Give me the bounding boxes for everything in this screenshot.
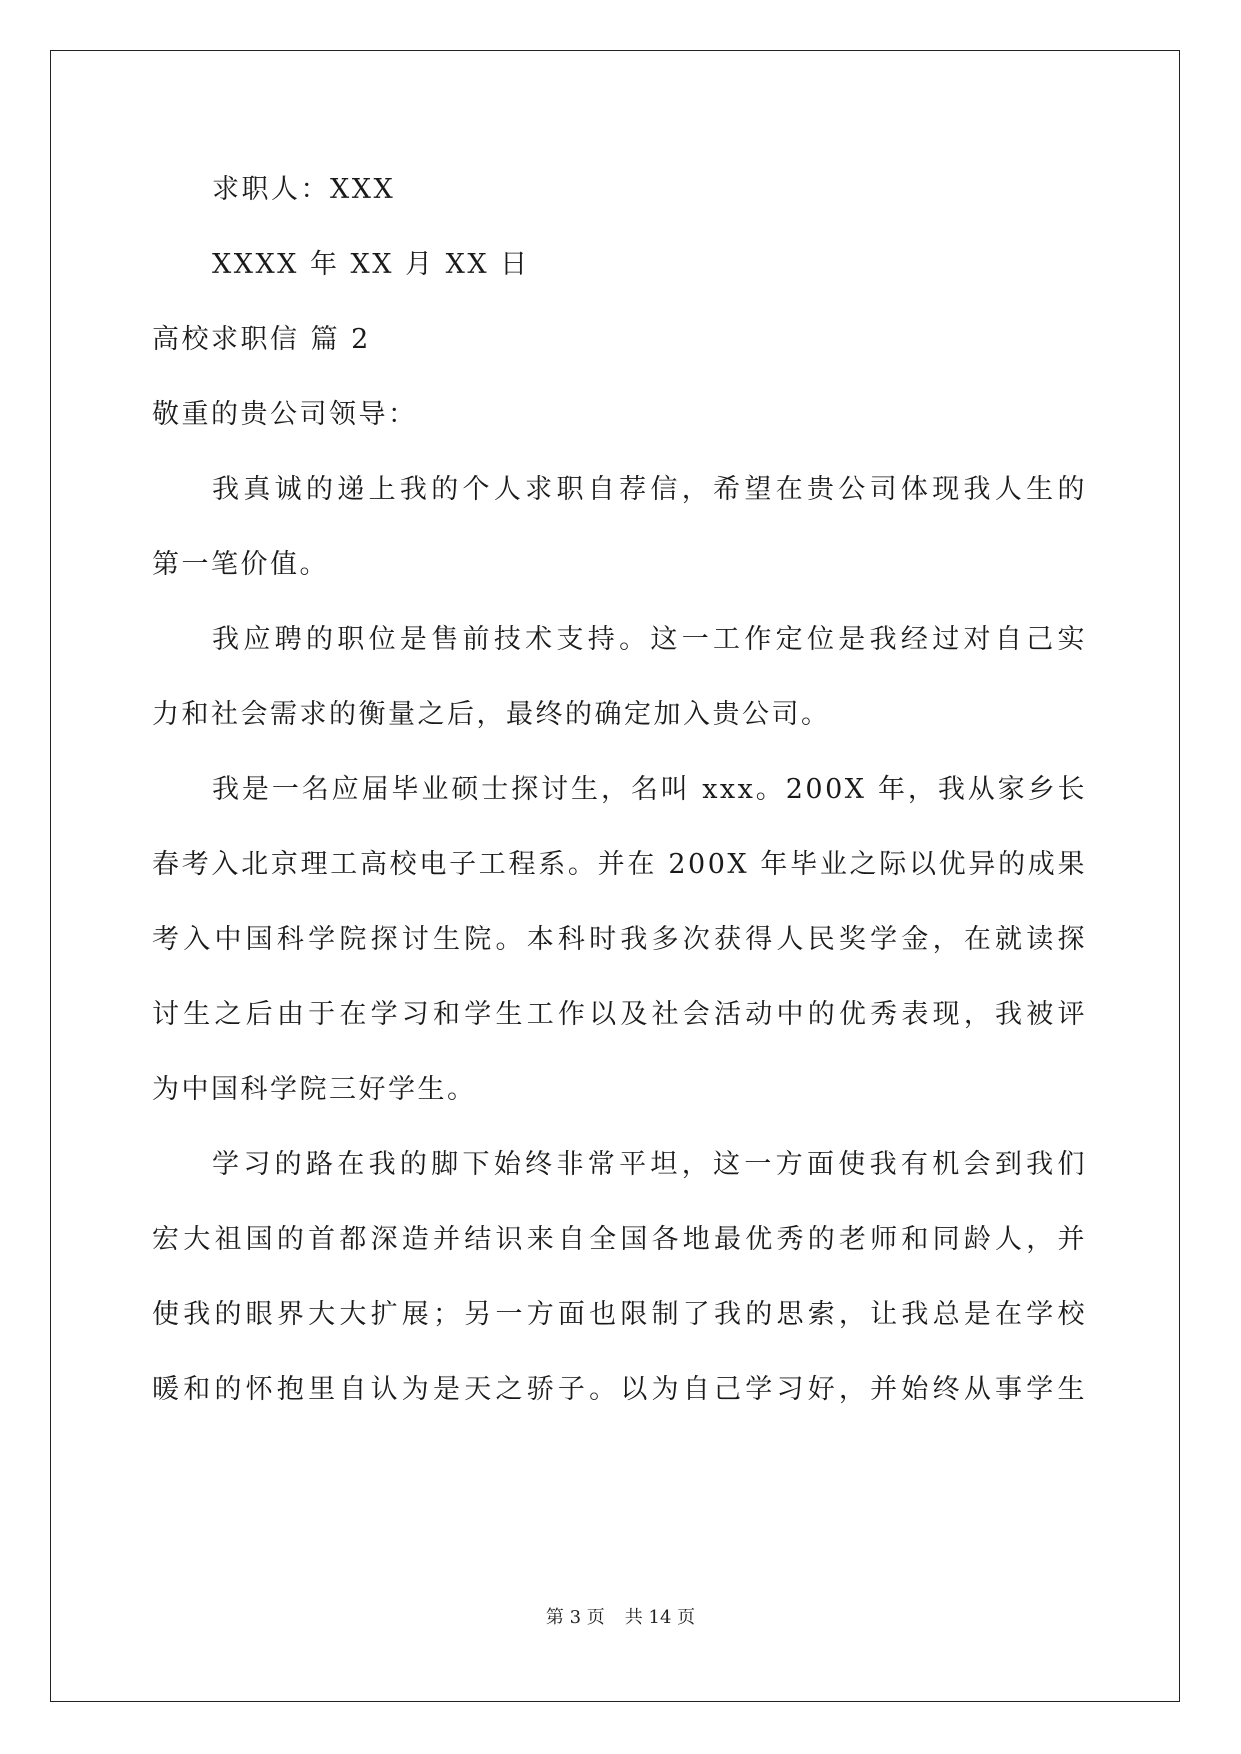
signature-line: 求职人：XXX (212, 174, 396, 205)
page-footer (0, 1606, 1241, 1630)
body-line: 第一笔价值。 (152, 549, 329, 580)
date-line: XXXX 年 XX 月 XX 日 (212, 249, 530, 280)
body-line: 学习的路在我的脚下始终非常平坦，这一方面使我有机会到我们 (212, 1149, 1087, 1180)
body-line: 讨生之后由于在学习和学生工作以及社会活动中的优秀表现，我被评 (152, 999, 1087, 1030)
section-title: 高校求职信 篇 2 (152, 324, 371, 355)
body-line: 力和社会需求的衡量之后，最终的确定加入贵公司。 (152, 699, 831, 730)
body-line: 宏大祖国的首都深造并结识来自全国各地最优秀的老师和同龄人，并 (152, 1224, 1087, 1255)
page-total: 共 14 页 (624, 1607, 696, 1628)
body-line: 我应聘的职位是售前技术支持。这一工作定位是我经过对自己实 (212, 624, 1087, 655)
body-line: 我真诚的递上我的个人求职自荐信，希望在贵公司体现我人生的 (212, 474, 1087, 505)
body-line: 考入中国科学院探讨生院。本科时我多次获得人民奖学金，在就读探 (152, 924, 1087, 955)
body-line: 使我的眼界大大扩展；另一方面也限制了我的思索，让我总是在学校 (152, 1299, 1087, 1330)
page-number: 第 3 页 (545, 1607, 605, 1628)
body-line: 我是一名应届毕业硕士探讨生，名叫 xxx。200X 年，我从家乡长 (212, 774, 1087, 805)
body-line: 暖和的怀抱里自认为是天之骄子。以为自己学习好，并始终从事学生 (152, 1374, 1087, 1405)
salutation: 敬重的贵公司领导： (152, 399, 418, 430)
body-line: 春考入北京理工高校电子工程系。并在 200X 年毕业之际以优异的成果 (152, 849, 1087, 880)
body-line: 为中国科学院三好学生。 (152, 1074, 477, 1105)
